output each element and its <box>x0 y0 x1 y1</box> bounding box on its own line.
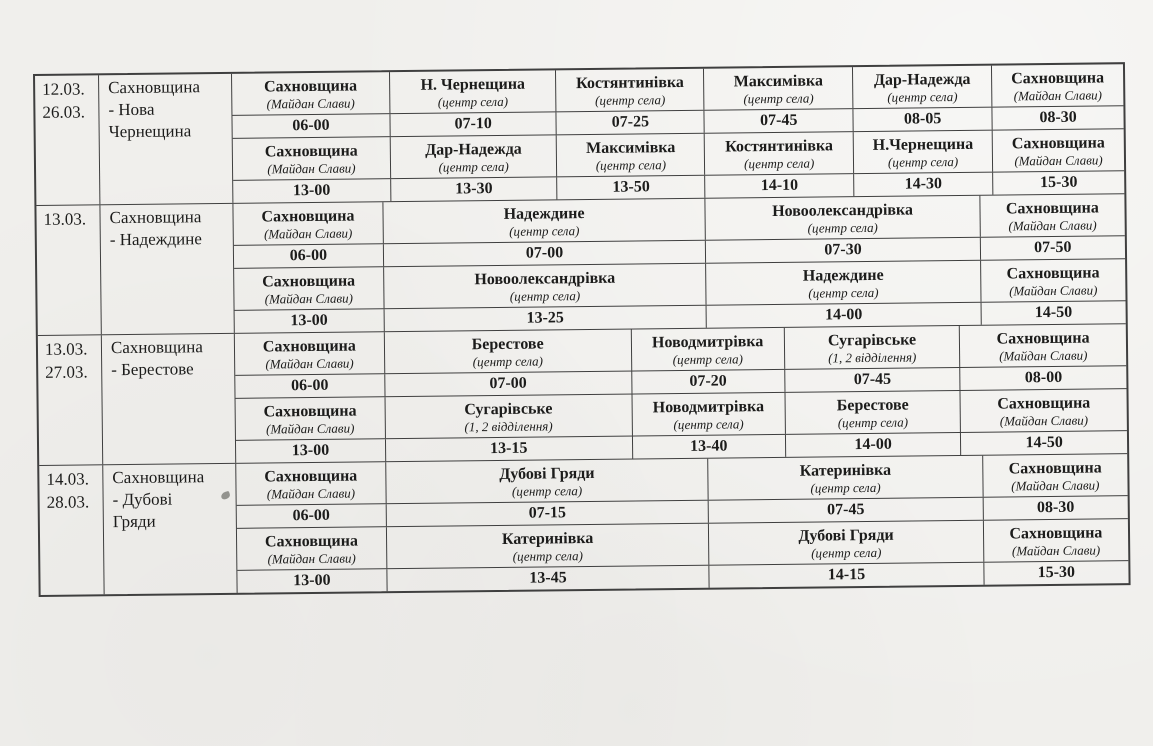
stop-note: (центр села) <box>743 90 814 106</box>
stop-header-cell <box>232 72 389 115</box>
time-cell <box>632 435 785 459</box>
stop-header-cell <box>991 64 1123 106</box>
time-cell <box>705 238 980 263</box>
date-line: 12.03. <box>42 79 85 99</box>
departure-time: 14-10 <box>760 176 799 195</box>
time-cell <box>960 431 1127 455</box>
stop-note: (центр села) <box>437 93 509 110</box>
stop-note: (центр села) <box>511 482 583 499</box>
stop-note: (центр села) <box>509 222 580 239</box>
date-cell <box>39 465 104 595</box>
date-line: 13.03. <box>43 209 87 229</box>
departure-time: 15-30 <box>1037 563 1076 582</box>
stop-header-cell <box>705 261 980 305</box>
stop-header-cell <box>708 521 983 565</box>
stop-header-cell <box>234 267 383 310</box>
departure-time: 13-50 <box>612 178 650 196</box>
route-line: - Дубові <box>112 489 173 510</box>
time-cell <box>960 366 1127 390</box>
stop-header-cell <box>384 395 631 439</box>
stop-header-cell <box>233 137 390 180</box>
stop-name: Сахновщина <box>997 394 1091 413</box>
stop-note: (Майдан Слави) <box>1014 151 1103 168</box>
time-cell <box>631 370 784 394</box>
date-line: 14.03. <box>46 469 89 489</box>
time-cell <box>982 496 1127 520</box>
stop-name: Дубові Гряди <box>798 526 894 545</box>
stop-note: (центр села) <box>509 287 581 304</box>
stop-header-cell <box>784 391 960 434</box>
departure-time: 13-30 <box>455 180 493 198</box>
stop-name: Сахновщина <box>263 76 358 95</box>
stop-header-cell <box>236 397 385 440</box>
departure-time: 13-00 <box>293 571 331 590</box>
departure-time: 14-00 <box>854 435 892 454</box>
stop-header-cell <box>784 326 960 369</box>
stop-note: (центр села) <box>512 547 583 564</box>
stop-note: (Майдан Слави) <box>1013 86 1103 103</box>
departure-time: 07-00 <box>489 374 527 393</box>
departure-time: 06-00 <box>292 116 330 135</box>
stop-note: (1, 2 відділення) <box>464 417 553 434</box>
stop-note: (центр села) <box>887 88 958 105</box>
stop-note: (центр села) <box>837 414 909 430</box>
time-cell <box>992 171 1124 194</box>
route-line: Сахновщина <box>108 77 201 98</box>
route-line: Чернещина <box>108 121 192 142</box>
stop-name: Берестове <box>471 334 544 353</box>
departure-time: 08-05 <box>903 110 942 128</box>
date-cell <box>36 205 101 335</box>
stop-note: (Майдан Слави) <box>1011 476 1100 493</box>
departure-time: 14-30 <box>904 175 943 193</box>
stop-note: (Майдан Слави) <box>267 160 356 176</box>
stop-header-cell <box>982 454 1128 497</box>
stop-name: Дар-Надежда <box>873 70 971 89</box>
stop-note: (центр села) <box>594 91 666 108</box>
departure-time: 08-30 <box>1039 108 1077 127</box>
stop-note: (1, 2 відділення) <box>828 348 917 365</box>
time-cell <box>386 566 709 591</box>
route-cell <box>102 334 236 464</box>
stop-header-cell <box>705 196 980 240</box>
trips-grid <box>235 324 1127 463</box>
stop-name: Максимівка <box>586 138 676 157</box>
stop-name: Новодмитрівка <box>651 332 764 351</box>
stop-header-cell <box>236 462 385 505</box>
departure-time: 14-50 <box>1034 303 1073 322</box>
departure-time: 07-45 <box>760 111 798 130</box>
stop-note: (Майдан Слави) <box>1011 541 1101 558</box>
time-cell <box>235 309 384 333</box>
route-cell <box>103 464 237 594</box>
stop-name: Н. Чернещина <box>420 75 526 94</box>
departure-time: 07-15 <box>528 504 567 522</box>
departure-time: 08-00 <box>1024 368 1063 387</box>
time-cell <box>853 173 992 197</box>
stop-header-cell <box>233 202 382 245</box>
stop-header-cell <box>386 524 709 568</box>
departure-time: 07-20 <box>689 372 727 390</box>
schedule-table <box>33 62 1131 597</box>
stop-note: (центр села) <box>472 352 544 369</box>
stop-name: Сахновщина <box>262 272 356 291</box>
departure-time: 07-50 <box>1034 238 1072 257</box>
departure-time: 13-15 <box>490 439 528 458</box>
stop-name: Костянтинівка <box>725 136 834 156</box>
stop-note: (центр села) <box>744 155 815 171</box>
time-cell <box>980 301 1125 325</box>
stop-header-cell <box>385 459 708 503</box>
departure-time: 06-00 <box>289 246 328 265</box>
departure-time: 07-10 <box>454 115 492 133</box>
stop-name: Сахновщина <box>1009 523 1103 542</box>
time-cell <box>233 179 390 203</box>
stop-note: (Майдан Слави) <box>266 485 356 501</box>
date-line: 27.03. <box>45 362 88 382</box>
stop-note: (центр села) <box>807 219 878 236</box>
time-cell <box>232 114 389 138</box>
route-cell <box>99 74 233 204</box>
stop-note: (Майдан Слави) <box>999 412 1089 429</box>
departure-time: 13-00 <box>292 181 331 200</box>
stop-header-cell <box>382 199 705 243</box>
departure-time: 06-00 <box>292 506 330 525</box>
route-section <box>38 323 1127 465</box>
departure-time: 13-45 <box>529 569 567 587</box>
stop-header-cell <box>630 328 784 371</box>
stop-note: (центр села) <box>808 284 879 301</box>
stop-note: (Майдан Слави) <box>267 550 356 566</box>
stop-note: (центр села) <box>672 350 744 367</box>
time-cell <box>390 177 557 201</box>
stop-header-cell <box>384 330 631 374</box>
route-section <box>35 64 1124 205</box>
route-line: - Берестове <box>111 359 194 380</box>
stop-note: (Майдан Слави) <box>264 290 354 307</box>
route-cell <box>100 204 234 334</box>
stop-name: Сахновщина <box>263 402 357 421</box>
departure-time: 07-45 <box>853 370 892 389</box>
route-line: - Надеждине <box>109 229 202 250</box>
time-cell <box>384 372 631 397</box>
time-cell <box>708 498 983 523</box>
stop-note: (Майдан Слави) <box>266 420 355 436</box>
stop-note: (центр села) <box>887 153 959 170</box>
route-section <box>39 453 1128 595</box>
stop-name: Новоолександрівка <box>474 269 616 288</box>
trips-grid <box>236 454 1128 593</box>
stop-name: Костянтинівка <box>576 73 684 92</box>
stop-header-cell <box>983 519 1129 562</box>
stop-header-cell <box>960 389 1127 432</box>
departure-time: 14-50 <box>1025 433 1063 452</box>
time-cell <box>234 244 383 268</box>
stop-note: (Майдан Слави) <box>265 355 354 372</box>
stop-note: (Майдан Слави) <box>999 347 1088 364</box>
route-section <box>36 193 1125 335</box>
departure-time: 08-30 <box>1036 498 1075 517</box>
stop-name: Сахновщина <box>264 141 358 160</box>
stop-header-cell <box>708 456 983 500</box>
stop-name: Н.Чернещина <box>872 135 974 154</box>
time-cell <box>992 106 1124 129</box>
stop-header-cell <box>703 67 852 110</box>
stop-name: Сахновщина <box>1008 458 1102 477</box>
time-cell <box>704 109 853 133</box>
stop-name: Надеждине <box>503 204 585 223</box>
stop-header-cell <box>631 393 785 436</box>
stop-header-cell <box>389 70 556 113</box>
time-cell <box>383 306 706 331</box>
time-cell <box>237 569 386 593</box>
date-cell <box>35 75 100 205</box>
stop-name: Надеждине <box>802 266 884 285</box>
departure-time: 13-00 <box>291 441 330 460</box>
time-cell <box>385 437 632 462</box>
stop-header-cell <box>704 132 853 175</box>
time-cell <box>236 439 385 463</box>
departure-time: 07-45 <box>827 501 865 519</box>
stop-header-cell <box>237 527 386 570</box>
departure-time: 15-30 <box>1040 173 1078 192</box>
time-cell <box>784 368 960 392</box>
stop-name: Сугарівське <box>464 399 553 418</box>
departure-time: 13-40 <box>690 437 728 455</box>
time-cell <box>556 111 704 135</box>
stop-name: Сахновщина <box>261 207 355 226</box>
time-cell <box>389 112 556 136</box>
stop-note: (центр села) <box>810 479 881 496</box>
trips-grid <box>233 194 1125 333</box>
departure-time: 13-00 <box>290 311 328 330</box>
stop-header-cell <box>959 324 1126 367</box>
stop-header-cell <box>853 131 992 174</box>
route-line: Гряди <box>112 511 156 532</box>
stop-name: Сахновщина <box>1006 263 1100 282</box>
stop-header-cell <box>979 194 1125 237</box>
time-cell <box>709 563 984 588</box>
date-line: 26.03. <box>42 102 86 122</box>
stop-note: (центр села) <box>673 415 744 432</box>
departure-time: 06-00 <box>291 376 329 395</box>
stop-header-cell <box>980 259 1126 302</box>
time-cell <box>785 433 961 457</box>
stop-note: (Майдан Слави) <box>266 95 355 111</box>
time-cell <box>983 561 1128 585</box>
stop-name: Сахновщина <box>1011 133 1105 152</box>
departure-time: 07-30 <box>824 241 862 259</box>
stop-header-cell <box>235 332 384 375</box>
route-line: Сахновщина <box>109 207 202 228</box>
time-cell <box>706 303 981 328</box>
stop-name: Максимівка <box>733 71 824 90</box>
route-line: Сахновщина <box>110 337 203 358</box>
stop-name: Сахновщина <box>262 337 356 356</box>
stop-name: Новоолександрівка <box>772 200 914 220</box>
stop-name: Сугарівське <box>827 330 917 349</box>
stop-note: (Майдан Слави) <box>263 225 353 242</box>
stop-header-cell <box>556 134 704 177</box>
time-cell <box>235 374 384 398</box>
stop-name: Сахновщина <box>1011 68 1105 87</box>
stop-name: Новодмитрівка <box>652 397 765 416</box>
stop-name: Сахновщина <box>996 329 1090 348</box>
stop-note: (Майдан Слави) <box>1009 281 1098 298</box>
time-cell <box>557 176 705 200</box>
stop-header-cell <box>992 129 1124 171</box>
stop-name: Дубові Гряди <box>499 464 595 483</box>
time-cell <box>853 108 992 132</box>
route-line: Сахновщина <box>112 467 205 488</box>
stop-note: (центр села) <box>438 158 509 175</box>
departure-time: 14-00 <box>824 306 863 324</box>
stop-name: Катеринівка <box>501 529 594 548</box>
stop-header-cell <box>555 69 703 112</box>
stop-name: Сахновщина <box>1005 198 1099 217</box>
stop-name: Сахновщина <box>264 532 359 551</box>
stop-name: Сахновщина <box>264 467 358 486</box>
time-cell <box>980 236 1125 260</box>
departure-time: 07-00 <box>525 244 564 262</box>
stop-note: (центр села) <box>595 156 667 173</box>
departure-time: 07-25 <box>611 113 650 131</box>
departure-time: 14-15 <box>827 566 866 584</box>
stop-header-cell <box>852 66 991 109</box>
stop-name: Берестове <box>836 396 909 414</box>
stop-name: Дар-Надежда <box>425 140 522 159</box>
departure-time: 13-25 <box>526 309 564 327</box>
stop-header-cell <box>390 135 557 178</box>
trips-grid <box>232 64 1124 203</box>
time-cell <box>237 504 386 528</box>
date-cell <box>38 335 103 465</box>
stop-header-cell <box>383 264 706 308</box>
route-line: - Нова <box>108 99 155 120</box>
time-cell <box>704 174 853 198</box>
date-line: 13.03. <box>44 339 88 359</box>
date-line: 28.03. <box>46 492 90 512</box>
stop-name: Катеринівка <box>799 461 892 480</box>
stop-note: (центр села) <box>811 544 882 561</box>
stop-note: (Майдан Слави) <box>1008 216 1097 233</box>
